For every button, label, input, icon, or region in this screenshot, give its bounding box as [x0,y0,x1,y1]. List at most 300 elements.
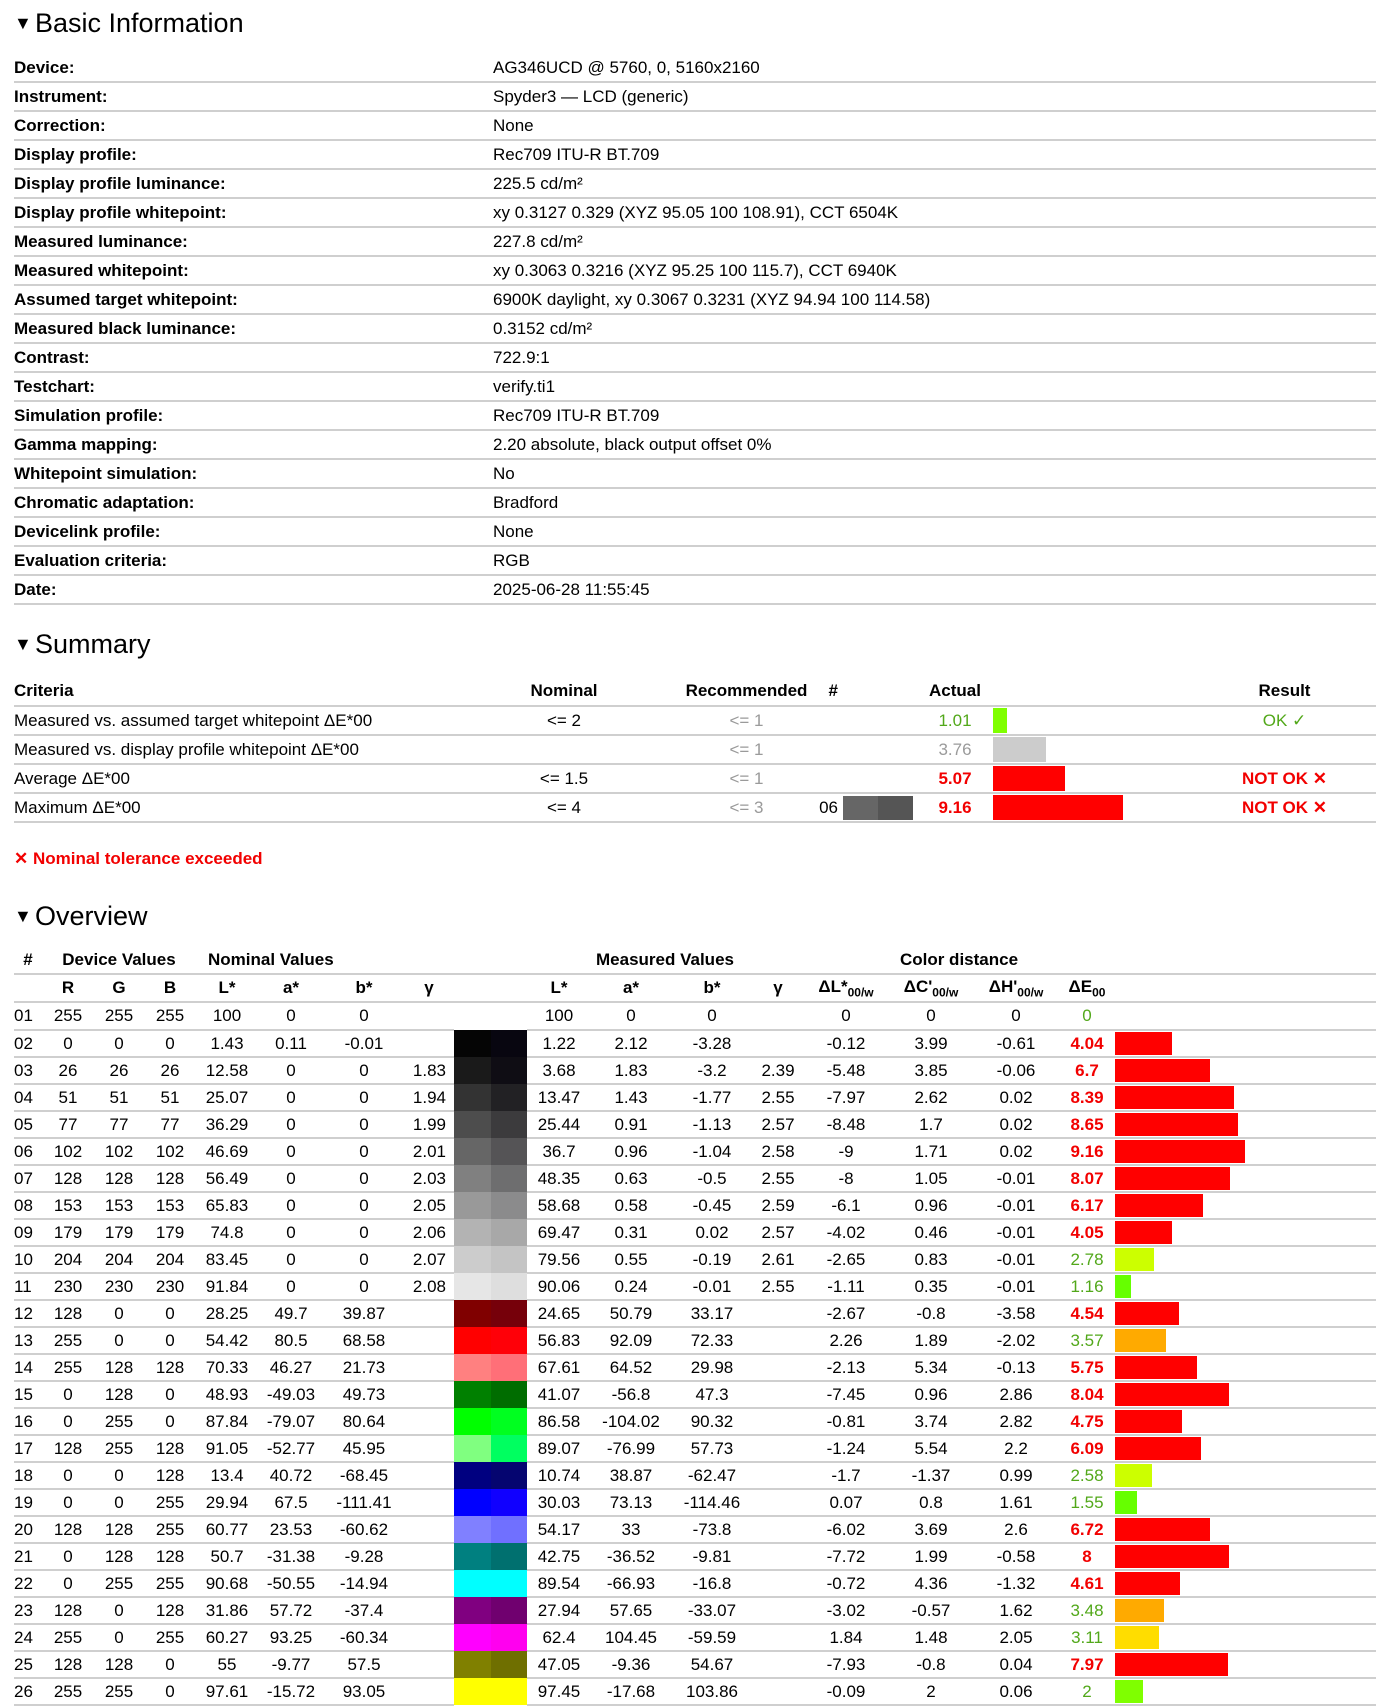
nominal-b: 0 [324,1219,404,1246]
measured-l: 48.35 [527,1165,591,1192]
device-r: 128 [42,1651,94,1678]
table-row [14,1651,1376,1678]
table-row [14,1084,1376,1111]
delta-e-bar-cell [1115,1651,1376,1678]
delta-l: 2.26 [803,1327,889,1354]
measured-b: -3.2 [671,1057,753,1084]
device-g: 0 [94,1597,144,1624]
delta-l: -8 [803,1165,889,1192]
basic-info-header[interactable] [14,6,1372,40]
col-de: $\Delta E_{00}$ [1059,974,1115,1002]
nominal-value: <= 2 [444,706,684,735]
swatch-half [454,1516,491,1543]
patch-number: 16 [14,1408,42,1435]
delta-e-bar [1115,1167,1230,1190]
delta-e: 8.04 [1059,1381,1115,1408]
delta-e-bar [1115,1680,1143,1703]
delta-c: 0.96 [889,1192,973,1219]
delta-l: -1.24 [803,1435,889,1462]
swatch-half [491,1030,528,1057]
delta-e-bar-cell [1115,1111,1376,1138]
device-r: 153 [42,1192,94,1219]
nominal-gamma: 1.99 [404,1111,454,1138]
delta-l: -7.93 [803,1651,889,1678]
delta-c: 3.99 [889,1030,973,1057]
info-row [14,575,1376,604]
col-num: # [809,677,843,706]
measured-a: -9.36 [591,1651,671,1678]
delta-c: 1.99 [889,1543,973,1570]
nominal-gamma [404,1435,454,1462]
device-b: 128 [144,1165,196,1192]
recommended-value: <= 1 [684,764,809,793]
delta-h: -0.13 [973,1354,1059,1381]
patch-swatch [454,1273,527,1300]
device-b: 128 [144,1462,196,1489]
delta-l: -7.45 [803,1381,889,1408]
patch-number: 02 [14,1030,42,1057]
col-g: G [94,974,144,1002]
measured-b: -0.45 [671,1192,753,1219]
nominal-a: 0 [258,1273,324,1300]
device-r: 255 [42,1624,94,1651]
patch-swatch [454,1624,527,1651]
swatch-half [878,796,913,820]
delta-e-bar-cell [1115,1246,1376,1273]
device-b: 255 [144,1516,196,1543]
delta-e-bar [1115,1113,1238,1136]
delta-l: 0.07 [803,1489,889,1516]
measured-a: 73.13 [591,1489,671,1516]
color-swatch [454,1219,527,1246]
nominal-gamma: 2.01 [404,1138,454,1165]
swatch-half [491,1165,528,1192]
measured-b: -0.5 [671,1165,753,1192]
summary-row [14,706,1376,735]
delta-e: 4.05 [1059,1219,1115,1246]
table-row [14,1354,1376,1381]
nominal-l: 100 [196,1002,258,1030]
col-mb: b* [671,974,753,1002]
actual-bar [993,708,1007,733]
group-measured-values: Measured Values [527,947,803,974]
nominal-a: 0 [258,1192,324,1219]
measured-gamma [753,1570,803,1597]
measured-gamma [753,1408,803,1435]
swatch-half [491,1192,528,1219]
measured-b: -3.28 [671,1030,753,1057]
overview-table [14,947,1376,1706]
device-g: 230 [94,1273,144,1300]
delta-l: -6.02 [803,1516,889,1543]
table-row [14,1030,1376,1057]
delta-e-bar [1115,1410,1182,1433]
nominal-b: -0.01 [324,1030,404,1057]
patch-swatch [454,1543,527,1570]
col-b: B [144,974,196,1002]
delta-l: -2.13 [803,1354,889,1381]
delta-e-bar [1115,1086,1234,1109]
device-r: 204 [42,1246,94,1273]
measured-a: 50.79 [591,1300,671,1327]
patch-number: 11 [14,1273,42,1300]
device-g: 153 [94,1192,144,1219]
color-swatch [454,1435,527,1462]
delta-l: -9 [803,1138,889,1165]
device-g: 0 [94,1300,144,1327]
delta-c: 4.36 [889,1570,973,1597]
swatch-half [454,1300,491,1327]
patch-number: 13 [14,1327,42,1354]
color-swatch [454,1030,527,1057]
delta-l: -7.97 [803,1084,889,1111]
info-key: Measured whitepoint: [14,256,493,285]
delta-e: 4.75 [1059,1408,1115,1435]
nominal-a: 0 [258,1057,324,1084]
patch-number: 20 [14,1516,42,1543]
nominal-gamma [404,1678,454,1705]
info-value: AG346UCD @ 5760, 0, 5160x2160 [493,54,1376,82]
patch-number: 17 [14,1435,42,1462]
delta-l: -0.81 [803,1408,889,1435]
measured-gamma: 2.55 [753,1273,803,1300]
color-swatch [454,1381,527,1408]
nominal-gamma: 2.05 [404,1192,454,1219]
delta-c: 2.62 [889,1084,973,1111]
nominal-gamma: 2.03 [404,1165,454,1192]
device-b: 0 [144,1381,196,1408]
device-b: 102 [144,1138,196,1165]
measured-a: 1.43 [591,1084,671,1111]
swatch-half [491,1381,528,1408]
nominal-gamma [404,1462,454,1489]
device-r: 0 [42,1381,94,1408]
info-key: Measured black luminance: [14,314,493,343]
col-r: R [42,974,94,1002]
device-g: 128 [94,1516,144,1543]
overview-header[interactable] [14,899,1372,933]
info-value: Bradford [493,488,1376,517]
summary-header[interactable] [14,627,1372,661]
swatch-half [491,1435,528,1462]
device-r: 0 [42,1030,94,1057]
measured-l: 69.47 [527,1219,591,1246]
device-g: 26 [94,1057,144,1084]
device-r: 0 [42,1489,94,1516]
measured-a: 92.09 [591,1327,671,1354]
table-row [14,1002,1376,1030]
actual-bar [993,737,1046,762]
device-b: 128 [144,1597,196,1624]
nominal-b: -9.28 [324,1543,404,1570]
recommended-value: <= 1 [684,735,809,764]
delta-l: -0.12 [803,1030,889,1057]
delta-c: 5.54 [889,1435,973,1462]
nominal-b: 45.95 [324,1435,404,1462]
measured-l: 89.07 [527,1435,591,1462]
col-bar-blank [1115,974,1376,1002]
actual-value: 5.07 [917,764,993,793]
nominal-l: 1.43 [196,1030,258,1057]
info-key: Assumed target whitepoint: [14,285,493,314]
nominal-l: 83.45 [196,1246,258,1273]
measured-b: -9.81 [671,1543,753,1570]
info-key: Measured luminance: [14,227,493,256]
device-g: 255 [94,1002,144,1030]
patch-swatch [454,1002,527,1030]
delta-c: -0.8 [889,1300,973,1327]
measured-a: -56.8 [591,1381,671,1408]
delta-c: 0 [889,1002,973,1030]
measured-a: 0.58 [591,1192,671,1219]
nominal-a: 46.27 [258,1354,324,1381]
delta-e: 6.17 [1059,1192,1115,1219]
nominal-a: 0 [258,1111,324,1138]
group-bar [1115,947,1376,974]
basic-info-title: Basic Information [35,8,244,38]
nominal-l: 74.8 [196,1219,258,1246]
patch-swatch [454,1678,527,1705]
device-g: 0 [94,1030,144,1057]
device-r: 0 [42,1462,94,1489]
delta-h: 2.05 [973,1624,1059,1651]
table-row [14,1165,1376,1192]
swatch-half [454,1435,491,1462]
actual-value: 9.16 [917,793,993,822]
swatch-half [454,1381,491,1408]
measured-gamma: 2.39 [753,1057,803,1084]
nominal-l: 60.77 [196,1516,258,1543]
table-row [14,1111,1376,1138]
patch-swatch [454,1219,527,1246]
device-r: 0 [42,1570,94,1597]
color-swatch [454,1273,527,1300]
nominal-a: -79.07 [258,1408,324,1435]
nominal-l: 70.33 [196,1354,258,1381]
device-g: 51 [94,1084,144,1111]
table-row [14,1381,1376,1408]
device-r: 230 [42,1273,94,1300]
info-row [14,546,1376,575]
color-swatch [843,796,913,820]
delta-e-bar [1115,1356,1197,1379]
device-g: 102 [94,1138,144,1165]
nominal-gamma [404,1327,454,1354]
swatch-half [491,1570,528,1597]
delta-e-bar-cell [1115,1381,1376,1408]
result-label: OK ✓ [1193,706,1376,735]
delta-l: -8.48 [803,1111,889,1138]
device-b: 0 [144,1327,196,1354]
nominal-l: 56.49 [196,1165,258,1192]
swatch-half [454,1030,491,1057]
info-row [14,227,1376,256]
delta-e: 8 [1059,1543,1115,1570]
nominal-b: 0 [324,1084,404,1111]
info-key: Correction: [14,111,493,140]
col-a: a* [258,974,324,1002]
measured-l: 30.03 [527,1489,591,1516]
measured-a: -104.02 [591,1408,671,1435]
swatch-half [454,1570,491,1597]
delta-l: -1.7 [803,1462,889,1489]
device-r: 255 [42,1678,94,1705]
delta-l: 1.84 [803,1624,889,1651]
table-row [14,1273,1376,1300]
device-b: 51 [144,1084,196,1111]
result-label [1193,735,1376,764]
delta-e: 8.65 [1059,1111,1115,1138]
color-swatch [454,1624,527,1651]
delta-e-bar-cell [1115,1300,1376,1327]
swatch-half [491,1273,528,1300]
measured-l: 3.68 [527,1057,591,1084]
nominal-b: 49.73 [324,1381,404,1408]
device-g: 128 [94,1651,144,1678]
patch-swatch [454,1246,527,1273]
device-b: 230 [144,1273,196,1300]
swatch-half [454,1165,491,1192]
nominal-gamma: 2.06 [404,1219,454,1246]
measured-b: -59.59 [671,1624,753,1651]
nominal-b: 0 [324,1246,404,1273]
delta-h: 0.06 [973,1678,1059,1705]
delta-l: -2.67 [803,1300,889,1327]
measured-gamma [753,1381,803,1408]
delta-h: -0.01 [973,1192,1059,1219]
device-b: 153 [144,1192,196,1219]
patch-number: 14 [14,1354,42,1381]
color-swatch [454,1597,527,1624]
measured-a: 33 [591,1516,671,1543]
color-swatch [454,1138,527,1165]
device-r: 128 [42,1165,94,1192]
device-r: 128 [42,1435,94,1462]
info-value: verify.ti1 [493,372,1376,401]
nominal-gamma: 2.07 [404,1246,454,1273]
nominal-a: 23.53 [258,1516,324,1543]
patch-swatch [843,764,917,793]
criteria-label: Measured vs. assumed target whitepoint ΔE*00 [14,706,444,735]
delta-e-bar-cell [1115,1435,1376,1462]
swatch-half [454,1111,491,1138]
device-g: 128 [94,1543,144,1570]
measured-gamma: 2.61 [753,1246,803,1273]
patch-number: 21 [14,1543,42,1570]
measured-gamma [753,1435,803,1462]
measured-gamma [753,1002,803,1030]
delta-h: 1.62 [973,1597,1059,1624]
swatch-half [491,1246,528,1273]
measured-gamma: 2.57 [753,1219,803,1246]
delta-e-bar-cell [1115,1543,1376,1570]
device-b: 255 [144,1002,196,1030]
delta-h: 0.99 [973,1462,1059,1489]
measured-l: 47.05 [527,1651,591,1678]
delta-e-bar-cell [1115,1030,1376,1057]
table-row [14,1138,1376,1165]
patch-swatch [454,1300,527,1327]
nominal-gamma: 1.83 [404,1057,454,1084]
col-bar [993,677,1193,706]
nominal-value: <= 4 [444,793,684,822]
delta-e: 1.55 [1059,1489,1115,1516]
measured-b: -0.19 [671,1246,753,1273]
patch-number: 08 [14,1192,42,1219]
delta-h: 0.02 [973,1138,1059,1165]
info-row [14,430,1376,459]
nominal-l: 60.27 [196,1624,258,1651]
info-value: Rec709 ITU-R BT.709 [493,401,1376,430]
color-swatch [454,1489,527,1516]
info-key: Display profile luminance: [14,169,493,198]
measured-gamma: 2.59 [753,1192,803,1219]
measured-l: 54.17 [527,1516,591,1543]
measured-l: 97.45 [527,1678,591,1705]
delta-e-bar [1115,1626,1159,1649]
swatch-half [491,1354,528,1381]
swatch-half [454,1192,491,1219]
table-row [14,1570,1376,1597]
swatch-half [454,1273,491,1300]
col-blank [14,974,42,1002]
measured-b: -114.46 [671,1489,753,1516]
nominal-gamma [404,1651,454,1678]
measured-gamma [753,1462,803,1489]
delta-e-bar [1115,1221,1172,1244]
summary-table [14,677,1376,823]
device-g: 255 [94,1408,144,1435]
color-swatch [454,1111,527,1138]
nominal-a: -52.77 [258,1435,324,1462]
info-row [14,372,1376,401]
nominal-gamma [404,1300,454,1327]
delta-e-bar [1115,1572,1180,1595]
nominal-l: 97.61 [196,1678,258,1705]
overview-title: Overview [35,901,148,931]
measured-b: 0 [671,1002,753,1030]
delta-h: -3.58 [973,1300,1059,1327]
swatch-half [454,1624,491,1651]
swatch-half [843,796,878,820]
actual-bar-cell [993,706,1193,735]
delta-c: -0.57 [889,1597,973,1624]
info-key: Display profile: [14,140,493,169]
group-nominal-values: Nominal Values [196,947,454,974]
recommended-value: <= 1 [684,706,809,735]
measured-b: 47.3 [671,1381,753,1408]
swatch-half [454,1327,491,1354]
swatch-half [491,1084,528,1111]
info-value: xy 0.3063 0.3216 (XYZ 95.25 100 115.7), CCT 6940K [493,256,1376,285]
device-g: 255 [94,1570,144,1597]
delta-e-bar-cell [1115,1462,1376,1489]
device-b: 0 [144,1408,196,1435]
info-value: None [493,517,1376,546]
actual-bar-cell [993,764,1193,793]
nominal-a: -49.03 [258,1381,324,1408]
measured-gamma [753,1543,803,1570]
swatch-half [491,1327,528,1354]
delta-h: 2.6 [973,1516,1059,1543]
nominal-gamma [404,1381,454,1408]
measured-l: 89.54 [527,1570,591,1597]
measured-a: 57.65 [591,1597,671,1624]
patch-number: 12 [14,1300,42,1327]
col-actual: Actual [917,677,993,706]
nominal-b: 0 [324,1273,404,1300]
delta-c: 1.48 [889,1624,973,1651]
